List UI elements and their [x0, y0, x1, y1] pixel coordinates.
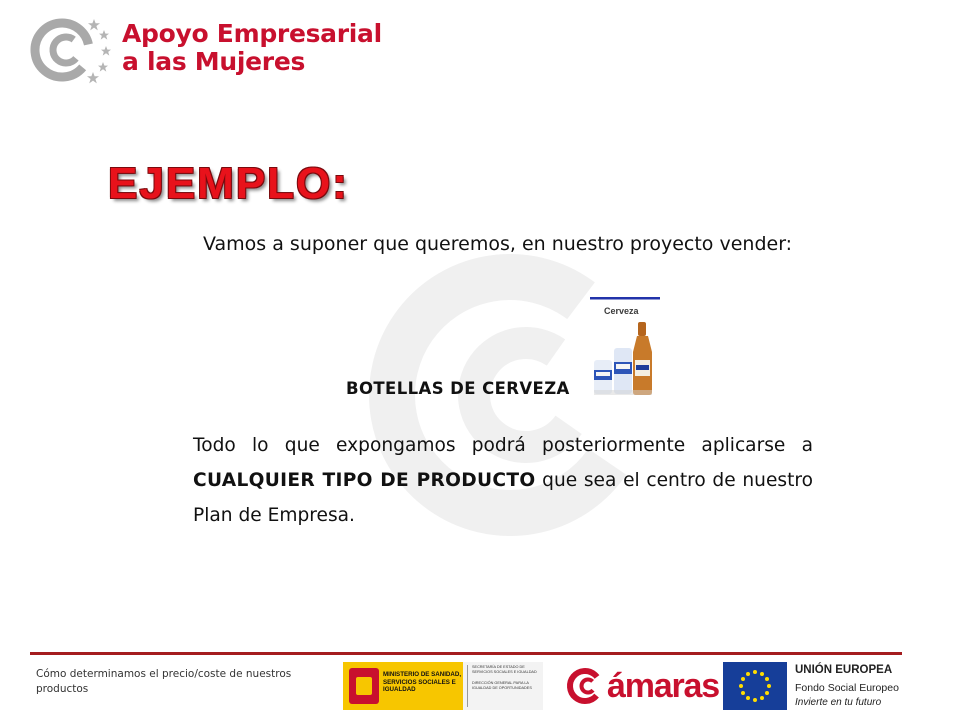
camaras-logo [563, 662, 719, 710]
ministry-logo [343, 662, 543, 710]
ministry-secretaria: SECRETARÍA DE ESTADO DE SERVICIOS SOCIALES E IGUALDAD [472, 665, 537, 674]
product-label: BOTELLAS DE CERVEZA [346, 379, 570, 398]
eu-title: UNIÓN EUROPEA [795, 664, 893, 676]
paragraph-emphasis: CUALQUIER TIPO DE PRODUCTO [193, 470, 536, 491]
eu-motto: Invierte en tu futuro [795, 697, 882, 708]
body-paragraph [193, 428, 813, 533]
brand-name [122, 20, 382, 76]
spain-flag-band [343, 662, 463, 710]
ministry-departments [467, 665, 546, 707]
paragraph-part-1: Todo lo que expongamos podrá posteriormente aplicarse a [193, 435, 813, 456]
beer-image-caption: Cerveza [604, 306, 639, 316]
spain-coat-of-arms-icon [349, 668, 379, 704]
eu-logo [723, 662, 903, 710]
brand-line-1: Apoyo Empresarial [122, 19, 382, 48]
eu-flag-icon [723, 662, 787, 710]
brand-line-2: a las Mujeres [122, 47, 306, 76]
ministry-name: MINISTERIO DE SANIDAD, SERVICIOS SOCIALES E IGUALDAD [383, 671, 462, 694]
camaras-wordmark: ámaras [607, 667, 719, 705]
camaras-c-icon [563, 666, 607, 706]
ministry-direccion: DIRECCIÓN GENERAL PARA LA IGUALDAD DE OPORTUNIDADES [472, 681, 532, 690]
eu-fund-name: Fondo Social Europeo [795, 682, 899, 694]
slide-title: EJEMPLO: [108, 159, 349, 208]
paragraph-part-2: que sea el centro de nuestro Plan de Empresa. [193, 470, 813, 526]
intro-text: Vamos a suponer que queremos, en nuestro proyecto vender: [203, 233, 793, 255]
camaras-c-logo-icon [30, 14, 114, 86]
footer-divider [30, 652, 902, 655]
footer-caption: Cómo determinamos el precio/coste de nuestros productos [36, 668, 292, 695]
